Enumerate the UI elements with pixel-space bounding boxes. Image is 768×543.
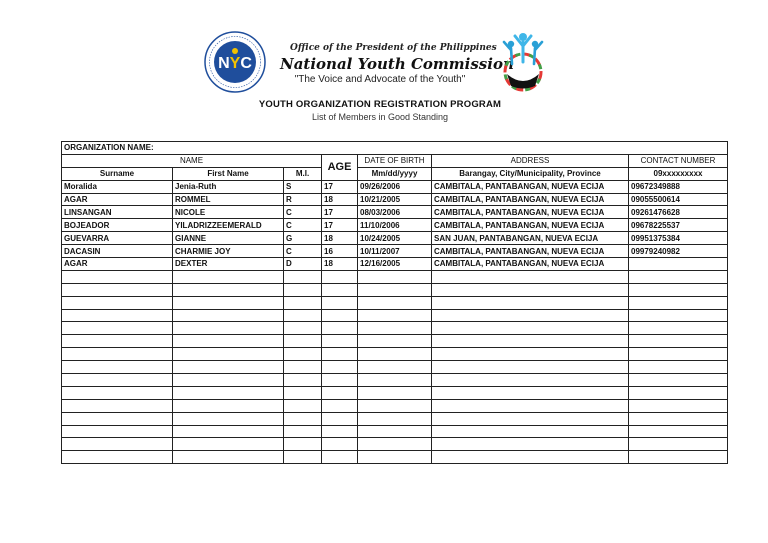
surname-cell[interactable] (62, 348, 173, 361)
first-name-cell[interactable] (173, 386, 284, 399)
age-cell[interactable] (322, 451, 358, 464)
age-cell[interactable]: 18 (322, 232, 358, 245)
contact-cell[interactable] (629, 386, 728, 399)
mi-cell[interactable] (284, 335, 322, 348)
dob-cell[interactable]: 11/10/2006 (358, 219, 432, 232)
first-name-header: First Name (173, 167, 284, 180)
table-row (62, 386, 728, 399)
dob-cell[interactable] (358, 399, 432, 412)
table-row (62, 296, 728, 309)
header-row (62, 154, 728, 167)
mi-cell[interactable] (284, 296, 322, 309)
mi-cell[interactable] (284, 283, 322, 296)
surname-cell[interactable]: Moralida (62, 180, 173, 193)
contact-cell[interactable] (629, 296, 728, 309)
surname-cell[interactable]: AGAR (62, 258, 173, 271)
first-name-cell[interactable] (173, 322, 284, 335)
table-row (62, 270, 728, 283)
table-row (62, 322, 728, 335)
surname-cell[interactable]: DACASIN (62, 245, 173, 258)
table-row (62, 258, 728, 271)
agency-name: National Youth Commission (280, 55, 514, 73)
mi-cell[interactable] (284, 309, 322, 322)
address-cell[interactable]: CAMBITALA, PANTABANGAN, NUEVA ECIJA (432, 258, 629, 271)
members-table (61, 141, 728, 464)
table-row (62, 283, 728, 296)
surname-cell[interactable] (62, 438, 173, 451)
table-row (62, 309, 728, 322)
address-cell[interactable] (432, 374, 629, 387)
table-row (62, 399, 728, 412)
table-row (62, 374, 728, 387)
program-title: YOUTH ORGANIZATION REGISTRATION PROGRAM (258, 99, 502, 110)
address-cell[interactable] (432, 399, 629, 412)
surname-header: Surname (62, 167, 173, 180)
age-cell[interactable] (322, 361, 358, 374)
first-name-cell[interactable]: CHARMIE JOY (173, 245, 284, 258)
dob-cell[interactable] (358, 361, 432, 374)
address-cell[interactable] (432, 335, 629, 348)
address-cell[interactable] (432, 438, 629, 451)
contact-cell[interactable] (629, 348, 728, 361)
contact-cell[interactable] (629, 438, 728, 451)
first-name-cell[interactable]: YILADRIZZEEMERALD (173, 219, 284, 232)
contact-cell[interactable] (629, 322, 728, 335)
dob-cell[interactable] (358, 374, 432, 387)
surname-cell[interactable] (62, 296, 173, 309)
dob-cell[interactable] (358, 309, 432, 322)
contact-cell[interactable]: 09261476628 (629, 206, 728, 219)
dob-cell[interactable] (358, 270, 432, 283)
contact-header: CONTACT NUMBER (629, 154, 728, 167)
table-row (62, 451, 728, 464)
mi-cell[interactable]: D (284, 258, 322, 271)
contact-cell[interactable]: 09979240982 (629, 245, 728, 258)
dob-cell[interactable]: 10/21/2005 (358, 193, 432, 206)
table-row (62, 245, 728, 258)
address-cell[interactable]: CAMBITALA, PANTABANGAN, NUEVA ECIJA (432, 206, 629, 219)
age-cell[interactable] (322, 309, 358, 322)
address-cell[interactable]: CAMBITALA, PANTABANGAN, NUEVA ECIJA (432, 245, 629, 258)
mi-cell[interactable] (284, 451, 322, 464)
dob-cell[interactable] (358, 296, 432, 309)
address-cell[interactable]: SAN JUAN, PANTABANGAN, NUEVA ECIJA (432, 232, 629, 245)
mi-cell[interactable] (284, 361, 322, 374)
mi-cell[interactable] (284, 322, 322, 335)
first-name-cell[interactable] (173, 374, 284, 387)
mi-cell[interactable] (284, 412, 322, 425)
age-cell[interactable] (322, 399, 358, 412)
table-row (62, 438, 728, 451)
mi-cell[interactable] (284, 348, 322, 361)
address-cell[interactable]: CAMBITALA, PANTABANGAN, NUEVA ECIJA (432, 180, 629, 193)
mi-header: M.I. (284, 167, 322, 180)
age-cell[interactable] (322, 438, 358, 451)
dob-cell[interactable] (358, 425, 432, 438)
contact-format-header: 09xxxxxxxxx (629, 167, 728, 180)
contact-cell[interactable] (629, 258, 728, 271)
address-cell[interactable] (432, 361, 629, 374)
address-cell[interactable] (432, 309, 629, 322)
first-name-cell[interactable]: NICOLE (173, 206, 284, 219)
address-cell[interactable] (432, 270, 629, 283)
office-line: Office of the President of the Philippines (290, 43, 497, 53)
mi-cell[interactable] (284, 270, 322, 283)
mi-cell[interactable] (284, 386, 322, 399)
svg-text:NYC: NYC (218, 55, 252, 72)
contact-cell[interactable] (629, 361, 728, 374)
surname-cell[interactable]: LINSANGAN (62, 206, 173, 219)
first-name-cell[interactable] (173, 412, 284, 425)
table-row (62, 180, 728, 193)
table-row (62, 219, 728, 232)
contact-cell[interactable]: 09055500614 (629, 193, 728, 206)
age-cell[interactable] (322, 412, 358, 425)
address-header: ADDRESS (432, 154, 629, 167)
first-name-cell[interactable]: GIANNE (173, 232, 284, 245)
first-name-cell[interactable] (173, 361, 284, 374)
program-subtitle: List of Members in Good Standing (311, 112, 449, 122)
nyc-seal-icon (204, 31, 266, 93)
contact-cell[interactable] (629, 451, 728, 464)
dob-cell[interactable]: 08/03/2006 (358, 206, 432, 219)
table-row (62, 425, 728, 438)
first-name-cell[interactable] (173, 296, 284, 309)
dob-cell[interactable] (358, 335, 432, 348)
table-row (62, 412, 728, 425)
first-name-cell[interactable] (173, 438, 284, 451)
age-cell[interactable] (322, 283, 358, 296)
age-header: AGE (322, 154, 358, 180)
age-cell[interactable]: 17 (322, 206, 358, 219)
document-header (0, 0, 768, 135)
address-cell[interactable]: CAMBITALA, PANTABANGAN, NUEVA ECIJA (432, 193, 629, 206)
address-cell[interactable] (432, 322, 629, 335)
dob-cell[interactable] (358, 348, 432, 361)
first-name-cell[interactable] (173, 270, 284, 283)
contact-cell[interactable]: 09672349888 (629, 180, 728, 193)
agency-tagline: "The Voice and Advocate of the Youth" (294, 74, 466, 85)
name-header: NAME (62, 154, 322, 167)
contact-cell[interactable] (629, 283, 728, 296)
address-cell[interactable] (432, 412, 629, 425)
surname-cell[interactable] (62, 335, 173, 348)
age-cell[interactable] (322, 386, 358, 399)
contact-cell[interactable] (629, 335, 728, 348)
mi-cell[interactable]: R (284, 193, 322, 206)
dob-cell[interactable] (358, 386, 432, 399)
contact-cell[interactable] (629, 399, 728, 412)
age-cell[interactable]: 18 (322, 258, 358, 271)
table-row (62, 206, 728, 219)
dob-cell[interactable] (358, 451, 432, 464)
age-cell[interactable] (322, 322, 358, 335)
first-name-cell[interactable]: ROMMEL (173, 193, 284, 206)
org-name-label[interactable]: ORGANIZATION NAME: (62, 142, 728, 155)
first-name-cell[interactable] (173, 348, 284, 361)
age-cell[interactable]: 17 (322, 180, 358, 193)
dob-cell[interactable]: 10/11/2007 (358, 245, 432, 258)
mi-cell[interactable]: C (284, 219, 322, 232)
surname-cell[interactable] (62, 322, 173, 335)
subheader-row (62, 167, 728, 180)
age-cell[interactable] (322, 270, 358, 283)
contact-cell[interactable] (629, 309, 728, 322)
age-cell[interactable]: 18 (322, 193, 358, 206)
contact-cell[interactable] (629, 374, 728, 387)
surname-cell[interactable] (62, 309, 173, 322)
surname-cell[interactable] (62, 399, 173, 412)
first-name-cell[interactable] (173, 283, 284, 296)
mi-cell[interactable] (284, 438, 322, 451)
first-name-cell[interactable] (173, 399, 284, 412)
address-cell[interactable] (432, 348, 629, 361)
surname-cell[interactable]: GUEVARRA (62, 232, 173, 245)
address-cell[interactable] (432, 296, 629, 309)
table-row (62, 193, 728, 206)
mi-cell[interactable] (284, 374, 322, 387)
mi-cell[interactable] (284, 399, 322, 412)
dob-cell[interactable] (358, 322, 432, 335)
surname-cell[interactable] (62, 451, 173, 464)
surname-cell[interactable] (62, 283, 173, 296)
first-name-cell[interactable]: Jenia-Ruth (173, 180, 284, 193)
age-cell[interactable] (322, 296, 358, 309)
age-cell[interactable]: 16 (322, 245, 358, 258)
surname-cell[interactable] (62, 425, 173, 438)
address-cell[interactable] (432, 425, 629, 438)
mi-cell[interactable]: G (284, 232, 322, 245)
contact-cell[interactable] (629, 270, 728, 283)
age-cell[interactable] (322, 425, 358, 438)
contact-cell[interactable] (629, 412, 728, 425)
dob-cell[interactable]: 09/26/2006 (358, 180, 432, 193)
age-cell[interactable] (322, 348, 358, 361)
dob-header: DATE OF BIRTH (358, 154, 432, 167)
surname-cell[interactable] (62, 270, 173, 283)
mi-cell[interactable]: S (284, 180, 322, 193)
surname-cell[interactable] (62, 361, 173, 374)
first-name-cell[interactable] (173, 451, 284, 464)
dob-cell[interactable] (358, 283, 432, 296)
table-row (62, 232, 728, 245)
contact-cell[interactable]: 09678225537 (629, 219, 728, 232)
contact-cell[interactable] (629, 425, 728, 438)
dob-cell[interactable]: 12/16/2005 (358, 258, 432, 271)
contact-cell[interactable]: 09951375384 (629, 232, 728, 245)
mi-cell[interactable]: C (284, 245, 322, 258)
surname-cell[interactable] (62, 386, 173, 399)
age-cell[interactable]: 17 (322, 219, 358, 232)
address-cell[interactable] (432, 386, 629, 399)
dob-format-header: Mm/dd/yyyy (358, 167, 432, 180)
address-cell[interactable] (432, 451, 629, 464)
table-row (62, 348, 728, 361)
surname-cell[interactable] (62, 412, 173, 425)
address-cell[interactable]: CAMBITALA, PANTABANGAN, NUEVA ECIJA (432, 219, 629, 232)
org-name-row (62, 142, 728, 155)
dob-cell[interactable] (358, 438, 432, 451)
age-cell[interactable] (322, 335, 358, 348)
surname-cell[interactable]: AGAR (62, 193, 173, 206)
surname-cell[interactable]: BOJEADOR (62, 219, 173, 232)
mi-cell[interactable] (284, 425, 322, 438)
table-row (62, 361, 728, 374)
mi-cell[interactable]: C (284, 206, 322, 219)
address-format-header: Barangay, City/Municipality, Province (432, 167, 629, 180)
age-cell[interactable] (322, 374, 358, 387)
surname-cell[interactable] (62, 374, 173, 387)
first-name-cell[interactable] (173, 335, 284, 348)
first-name-cell[interactable] (173, 425, 284, 438)
first-name-cell[interactable] (173, 309, 284, 322)
dob-cell[interactable]: 10/24/2005 (358, 232, 432, 245)
first-name-cell[interactable]: DEXTER (173, 258, 284, 271)
table-row (62, 335, 728, 348)
youth-figures-icon (495, 28, 551, 92)
dob-cell[interactable] (358, 412, 432, 425)
address-cell[interactable] (432, 283, 629, 296)
